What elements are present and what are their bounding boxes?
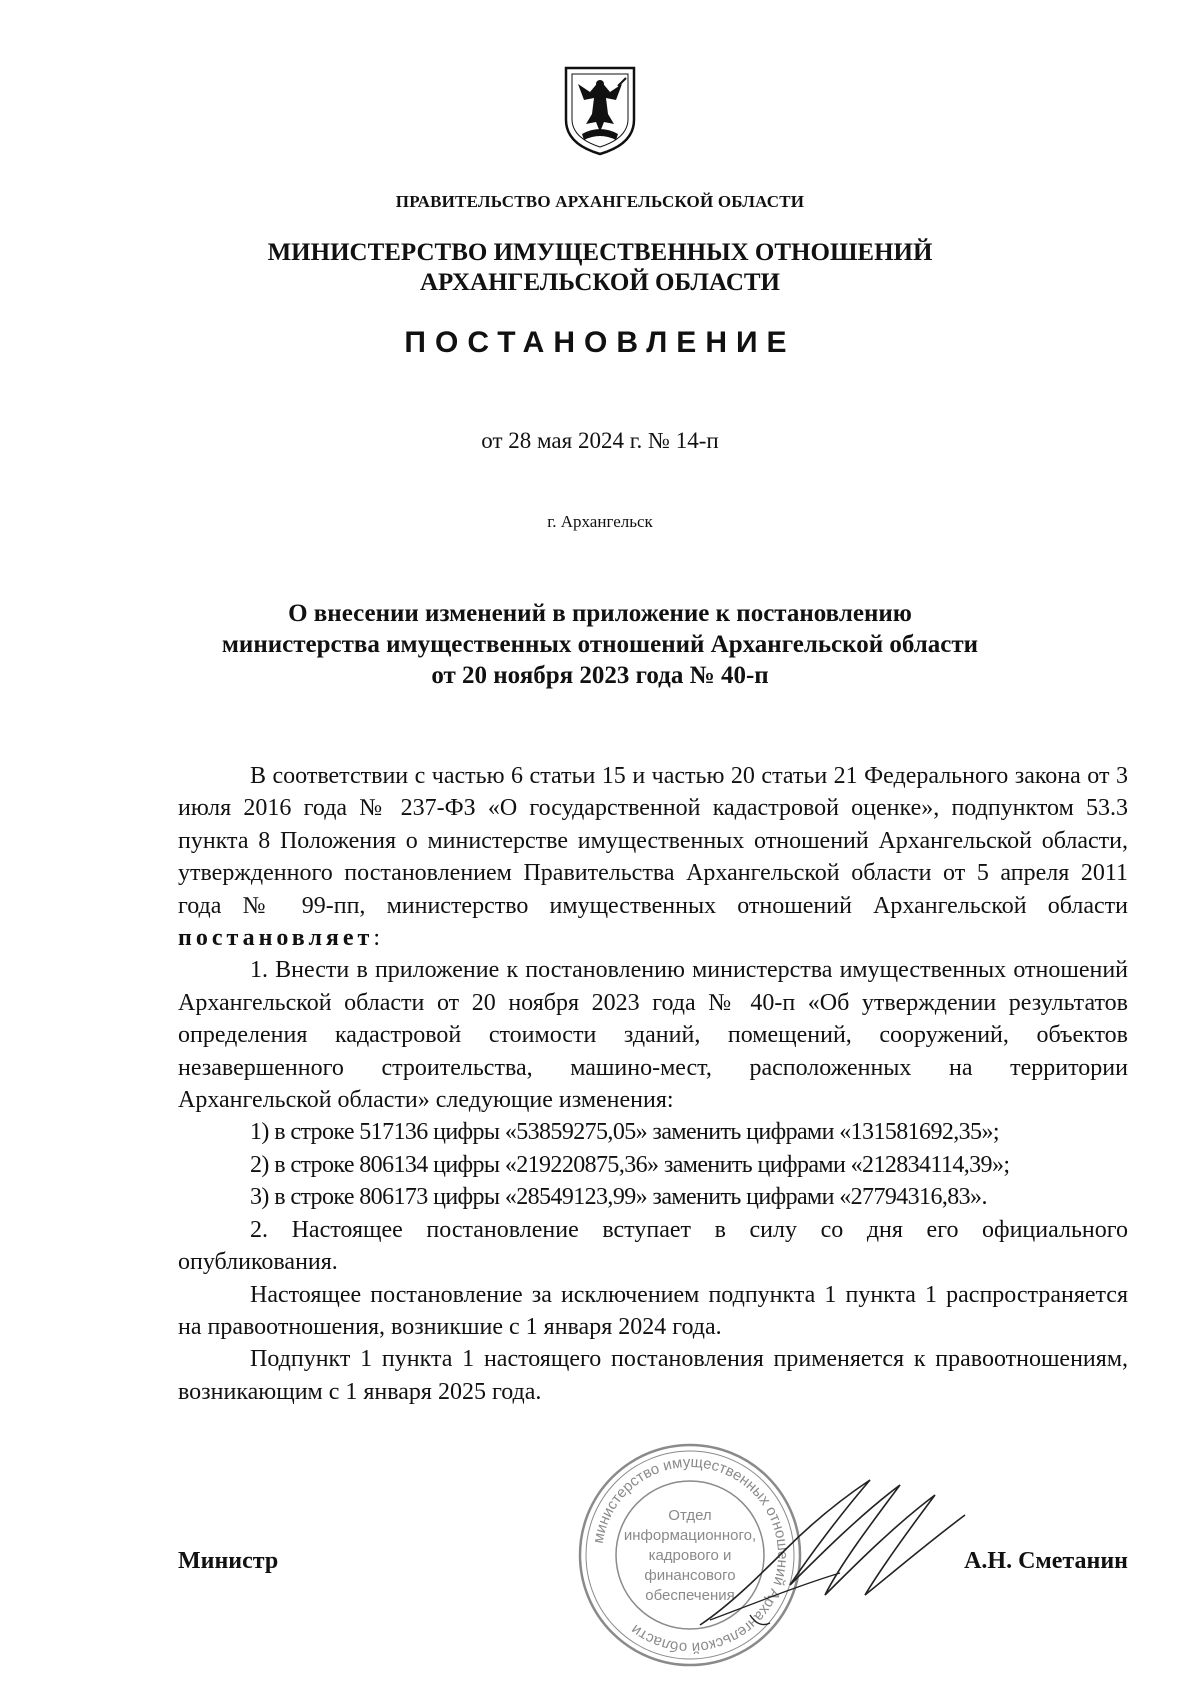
stamp-ring-text: министерство имущественных отношений Архангельской области [589, 1453, 792, 1657]
document-title [0, 598, 1200, 691]
ministry-header [0, 238, 1200, 298]
stamp-center-line-2: информационного, [623, 1527, 757, 1544]
stamp-center-line-4: финансового [644, 1567, 736, 1584]
ministry-line-2: АРХАНГЕЛЬСКОЙ ОБЛАСТИ [420, 269, 780, 296]
handwritten-signature [690, 1455, 980, 1635]
subitem-1: 1) в строке 517136 цифры «53859275,05» заменить цифрами «131581692,35»; [250, 1119, 999, 1146]
signatory-position: Министр [178, 1548, 279, 1574]
subitem-2: 2) в строке 806134 цифры «219220875,36» заменить цифрами «212834114,39»; [250, 1151, 1010, 1178]
title-line-1: О внесении изменений в приложение к постановлению [288, 600, 912, 627]
resolves-colon: : [373, 925, 380, 952]
coat-of-arms-emblem [560, 62, 640, 158]
document-body [178, 760, 1128, 1408]
stamp-center-line-1: Отдел [668, 1507, 712, 1524]
stamp-center-line-3: кадрового и [648, 1547, 732, 1564]
title-line-3: от 20 ноября 2023 года № 40-п [431, 662, 769, 689]
item-2-paragraph: 2. Настоящее постановление вступает в силу со дня его официального опубликования. [178, 1216, 1128, 1276]
document-city: г. Архангельск [547, 512, 653, 531]
subitem-3: 3) в строке 806173 цифры «28549123,99» заменить цифрами «27794316,83». [250, 1184, 987, 1211]
resolves-word: постановляет [178, 925, 374, 952]
stamp-center-line-5: обеспечения [645, 1587, 735, 1604]
title-line-2: министерства имущественных отношений Архангельской области [221, 631, 979, 658]
preamble-paragraph [178, 760, 1128, 954]
paragraph-4: Подпункт 1 пункта 1 настоящего постановления применяется к правоотношениям, возникающим с 1 января 2025 года. [178, 1346, 1128, 1405]
preamble-text: В соответствии с частью 6 статьи 15 и частью 20 статьи 21 Федерального закона от 3 июля 2016 года № 237-ФЗ «О государственной кадастровой оценке», подпунктом 53.3 пункта 8 Положения о министерстве имущественных отношений Архангельской области, утвержденного постановлением Правительства Архангельской области от 5 апреля 2011 года № 99-пп, министерство имущественных отношений Архангельской области [178, 763, 1128, 919]
ministry-line-1: МИНИСТЕРСТВО ИМУЩЕСТВЕННЫХ ОТНОШЕНИЙ [267, 239, 933, 266]
signatory-name: А.Н. Сметанин [964, 1548, 1128, 1574]
item-1-paragraph: 1. Внести в приложение к постановлению министерства имущественных отношений Архангельской области от 20 ноября 2023 года № 40-п «Об утверждении результатов определения кадастровой стоимости зданий, помещений, сооружений, объектов незавершенного строительства, машино-мест, расположенных на территории Архангельской области» следующие изменения: [178, 957, 1128, 1114]
document-type: ПОСТАНОВЛЕНИЕ [404, 326, 796, 359]
document-date-number: от 28 мая 2024 г. № 14-п [481, 428, 719, 453]
government-header: ПРАВИТЕЛЬСТВО АРХАНГЕЛЬСКОЙ ОБЛАСТИ [395, 192, 805, 211]
paragraph-3: Настоящее постановление за исключением подпункта 1 пункта 1 распространяется на правоотношения, возникшие с 1 января 2024 года. [178, 1281, 1128, 1340]
